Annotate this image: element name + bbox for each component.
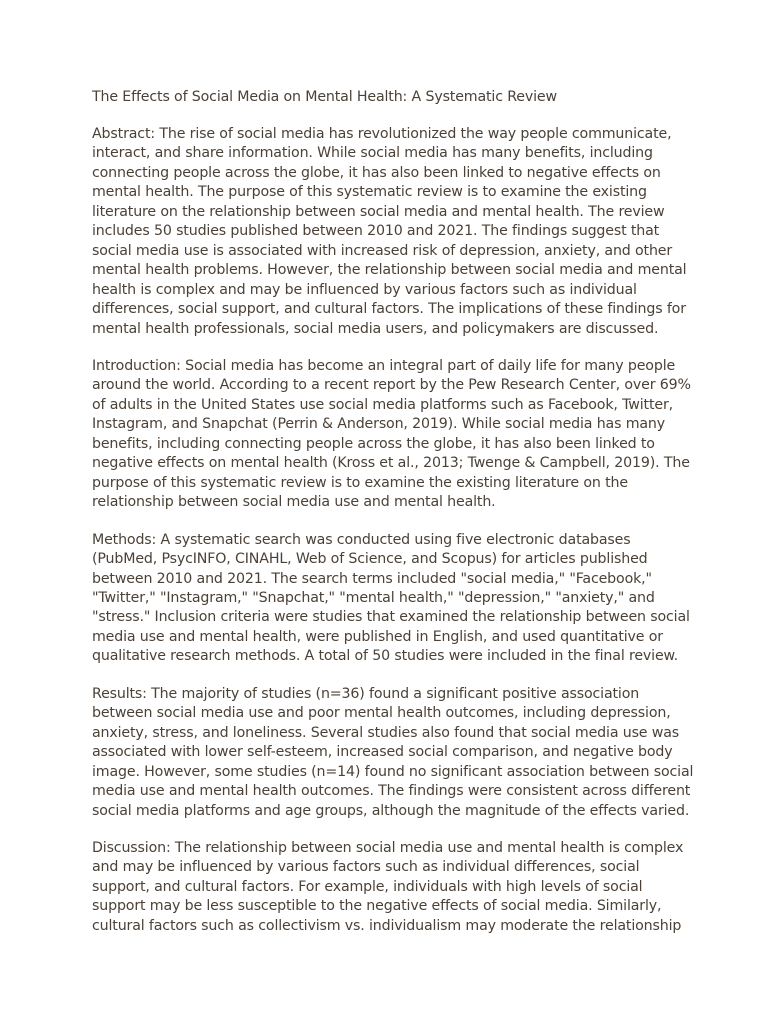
text-line: negative effects on mental health (Kross et al., 2013; Twenge & Campbell, 2019). The [92,455,690,472]
text-line: image. However, some studies (n=14) found no significant association between social [92,763,694,780]
text-line: Instagram, and Snapchat (Perrin & Anderson, 2019). While social media has many [92,416,666,433]
text-line: mental health problems. However, the relationship between social media and mental [92,262,687,279]
text-line: support may be less susceptible to the negative effects of social media. Similarly, [92,898,662,915]
text-line: differences, social support, and cultural factors. The implications of these findings for [92,301,686,318]
paragraph-introduction [92,357,692,513]
text-line: Results: The majority of studies (n=36) found a significant positive association [92,685,640,702]
text-line: "stress." Inclusion criteria were studies that examined the relationship between social [92,609,690,626]
document-title: The Effects of Social Media on Mental Health: A Systematic Review [92,89,557,105]
text-line: between social media use and poor mental health outcomes, including depression, [92,705,671,722]
text-line: benefits, including connecting people across the globe, it has also been linked to [92,435,655,452]
text-line: cultural factors such as collectivism vs. individualism may moderate the relationship [92,917,682,934]
text-line: connecting people across the globe, it has also been linked to negative effects on [92,164,661,181]
text-line: media use and mental health, were published in English, and used quantitative or [92,628,663,645]
text-line: social media platforms and age groups, although the magnitude of the effects varied. [92,802,690,819]
text-line: anxiety, stress, and loneliness. Several studies also found that social media use was [92,724,679,741]
text-line: Abstract: The rise of social media has revolutionized the way people communicate, [92,126,672,142]
text-line: around the world. According to a recent report by the Pew Research Center, over 69% [92,377,691,394]
text-line: (PubMed, PsycINFO, CINAHL, Web of Science, and Scopus) for articles published [92,551,648,568]
paragraph-methods [92,531,692,667]
text-line: qualitative research methods. A total of 50 studies were included in the final review. [92,648,679,665]
text-line: Methods: A systematic search was conducted using five electronic databases [92,531,631,548]
paragraph-abstract [92,125,692,339]
paragraph-discussion [92,839,692,936]
text-line: between 2010 and 2021. The search terms included "social media," "Facebook," [92,570,652,587]
text-line: associated with lower self-esteem, increased social comparison, and negative body [92,744,673,761]
paragraph-results [92,685,692,821]
text-line: support, and cultural factors. For example, individuals with high levels of social [92,878,643,895]
document-page [92,88,692,936]
text-line: mental health professionals, social media users, and policymakers are discussed. [92,320,659,337]
text-line: "Twitter," "Instagram," "Snapchat," "mental health," "depression," "anxiety," and [92,589,655,606]
text-line: media use and mental health outcomes. The findings were consistent across different [92,783,691,800]
text-line: literature on the relationship between social media and mental health. The review [92,203,665,220]
text-line: social media use is associated with increased risk of depression, anxiety, and other [92,242,673,259]
text-line: health is complex and may be influenced by various factors such as individual [92,281,637,298]
text-line: mental health. The purpose of this systematic review is to examine the existing [92,184,647,201]
text-line: relationship between social media use and mental health. [92,494,496,511]
text-line: and may be influenced by various factors such as individual differences, social [92,859,640,876]
text-line: of adults in the United States use social media platforms such as Facebook, Twitter, [92,396,673,413]
text-line: Discussion: The relationship between social media use and mental health is complex [92,839,684,856]
document-body [92,125,692,936]
text-line: purpose of this systematic review is to examine the existing literature on the [92,474,628,491]
text-line: interact, and share information. While social media has many benefits, including [92,145,653,162]
text-line: Introduction: Social media has become an integral part of daily life for many people [92,357,676,374]
text-line: includes 50 studies published between 2010 and 2021. The findings suggest that [92,223,660,240]
